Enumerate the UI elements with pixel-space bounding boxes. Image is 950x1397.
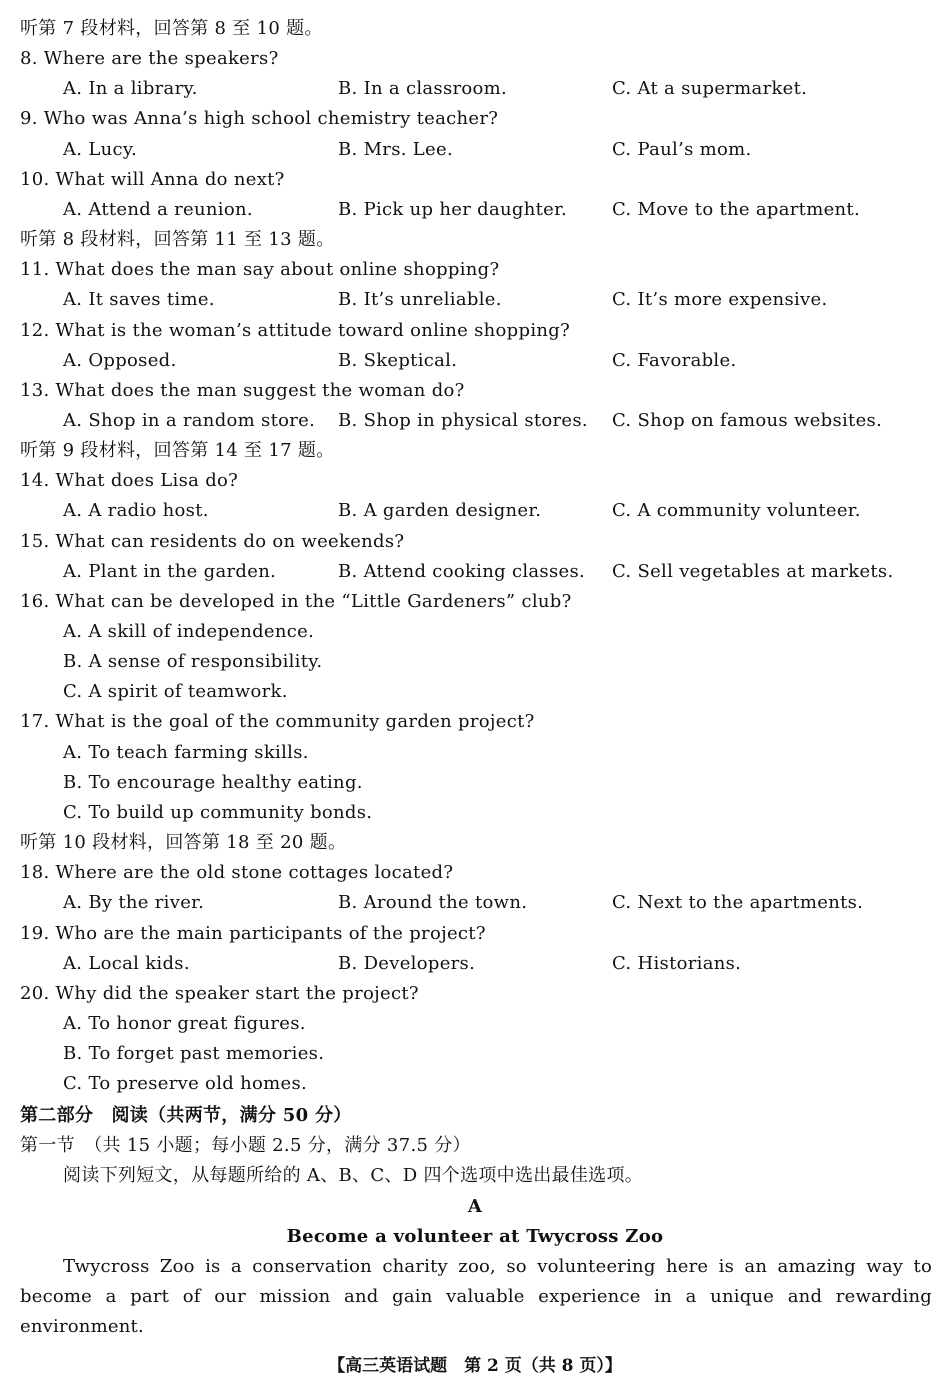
- question-stem: 18. Where are the old stone cottages located?: [20, 862, 454, 884]
- question-stem: 16. What can be developed in the “Little Gardeners” club?: [20, 590, 572, 612]
- question-stem: 12. What is the woman’s attitude toward online shopping?: [20, 319, 571, 341]
- option-a: A. Local kids.: [63, 952, 190, 974]
- options-row: [20, 496, 932, 526]
- section1-heading: 第一节 （共 15 小题；每小题 2.5 分，满分 37.5 分）: [20, 1135, 471, 1156]
- options-row: [20, 285, 932, 315]
- option-a: A. In a library.: [63, 78, 198, 100]
- option-c: C. A spirit of teamwork.: [63, 681, 288, 703]
- option-c: C. To build up community bonds.: [63, 801, 373, 823]
- question-stem: 19. Who are the main participants of the project?: [20, 922, 486, 944]
- option-b: B. Mrs. Lee.: [338, 138, 453, 160]
- section-instruction: 听第 7 段材料，回答第 8 至 10 题。: [20, 18, 323, 39]
- option-a: A. Shop in a random store.: [63, 409, 316, 431]
- option-c: C. At a supermarket.: [612, 78, 808, 100]
- question-stem: 17. What is the goal of the community garden project?: [20, 711, 535, 733]
- question-stem: 10. What will Anna do next?: [20, 168, 285, 190]
- options-row: [20, 557, 932, 587]
- option-a: A. Plant in the garden.: [63, 560, 277, 582]
- option-a: A. Lucy.: [63, 138, 137, 160]
- option-b: B. Shop in physical stores.: [338, 409, 588, 431]
- options-row: [20, 888, 932, 918]
- option-c: C. It’s more expensive.: [612, 289, 828, 311]
- option-c: C. Shop on famous websites.: [612, 409, 883, 431]
- option-b: B. A garden designer.: [338, 500, 542, 522]
- question-stem: 8. Where are the speakers?: [20, 48, 279, 70]
- options-row: [20, 195, 932, 225]
- option-a: A. It saves time.: [63, 289, 215, 311]
- option-c: C. Sell vegetables at markets.: [612, 560, 894, 582]
- passage-title: Become a volunteer at Twycross Zoo: [286, 1226, 664, 1247]
- option-c: C. Next to the apartments.: [612, 892, 864, 914]
- question-stem: 20. Why did the speaker start the project?: [20, 982, 419, 1004]
- passage-text: Twycross Zoo is a conservation charity zoo, so volunteering here is an amazing way to become a part of our mission and gain valuable experience in a unique and rewarding environment.: [20, 1256, 932, 1338]
- passage-letter: A: [467, 1196, 483, 1217]
- options-row: [20, 135, 932, 165]
- option-b: B. A sense of responsibility.: [63, 651, 323, 673]
- options-row: [20, 406, 932, 436]
- option-a: A. A skill of independence.: [63, 621, 315, 642]
- section-instruction: 听第 10 段材料，回答第 18 至 20 题。: [20, 832, 347, 854]
- option-a: A. To teach farming skills.: [63, 741, 309, 763]
- option-c: C. Favorable.: [612, 349, 737, 371]
- option-a: A. Attend a reunion.: [63, 198, 253, 220]
- option-a: A. By the river.: [63, 892, 205, 914]
- question-stem: 13. What does the man suggest the woman do?: [20, 379, 465, 401]
- options-row: [20, 346, 932, 376]
- option-b: B. It’s unreliable.: [338, 289, 502, 311]
- options-row: [20, 74, 932, 104]
- option-b: B. To encourage healthy eating.: [63, 771, 363, 793]
- option-b: B. Pick up her daughter.: [338, 198, 568, 220]
- option-b: B. Skeptical.: [338, 349, 458, 371]
- options-row: [20, 949, 932, 979]
- option-c: C. Move to the apartment.: [612, 198, 860, 220]
- option-c: C. A community volunteer.: [612, 500, 861, 522]
- question-stem: 14. What does Lisa do?: [20, 470, 239, 492]
- page-footer: 【高三英语试题 第 2 页（共 8 页）】: [328, 1356, 622, 1376]
- option-a: A. Opposed.: [63, 349, 177, 371]
- option-a: A. A radio host.: [63, 500, 209, 522]
- section-instruction: 听第 8 段材料，回答第 11 至 13 题。: [20, 229, 335, 251]
- option-b: B. Developers.: [338, 952, 476, 974]
- option-b: B. Around the town.: [338, 892, 528, 914]
- option-a: A. To honor great figures.: [63, 1012, 306, 1034]
- option-b: B. Attend cooking classes.: [338, 560, 586, 582]
- option-b: B. To forget past memories.: [63, 1043, 325, 1065]
- option-c: C. Historians.: [612, 952, 742, 974]
- question-stem: 15. What can residents do on weekends?: [20, 530, 405, 552]
- option-b: B. In a classroom.: [338, 78, 508, 100]
- question-stem: 9. Who was Anna’s high school chemistry teacher?: [20, 108, 499, 130]
- reading-instruction: 阅读下列短文，从每题所给的 A、B、C、D 四个选项中选出最佳选项。: [63, 1165, 644, 1186]
- option-c: C. Paul’s mom.: [612, 138, 752, 160]
- option-c: C. To preserve old homes.: [63, 1073, 308, 1095]
- part2-heading: 第二部分 阅读（共两节，满分 50 分）: [20, 1105, 352, 1126]
- section-instruction: 听第 9 段材料，回答第 14 至 17 题。: [20, 440, 335, 462]
- question-stem: 11. What does the man say about online shopping?: [20, 259, 500, 281]
